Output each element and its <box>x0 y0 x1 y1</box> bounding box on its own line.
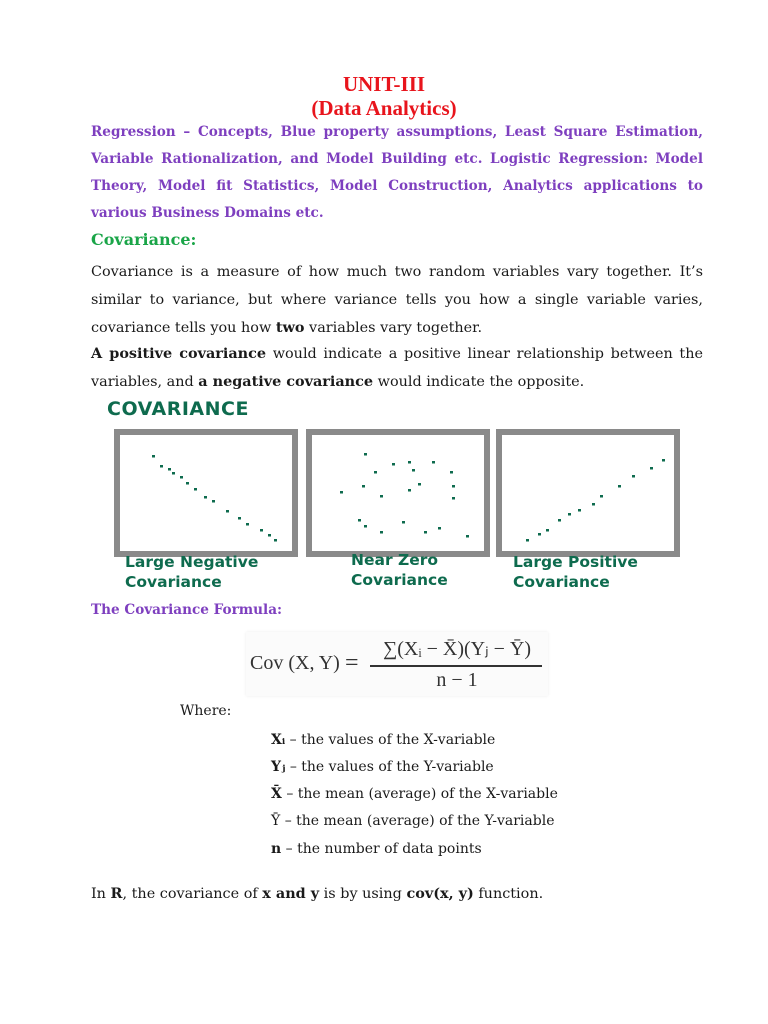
scatter-dot <box>172 472 175 475</box>
scatter-dot <box>662 459 665 462</box>
scatter-dot <box>452 485 455 488</box>
definition-text: – the mean (average) of the Y-variable <box>280 813 555 829</box>
scatter-dot <box>364 453 367 456</box>
bold-text: a negative covariance <box>198 373 374 390</box>
covariance-formula <box>246 632 548 696</box>
definition-text: – the values of the Y-variable <box>285 759 494 775</box>
formula-lhs: Cov (X, Y) <box>250 652 340 674</box>
scatter-dot <box>238 517 241 520</box>
bold-text: two <box>275 319 305 336</box>
scatter-dot <box>374 471 377 474</box>
scatter-dot <box>546 529 549 532</box>
scatter-dot <box>358 519 361 522</box>
scatter-dot <box>618 485 621 488</box>
scatter-dot <box>274 539 277 542</box>
scatter-dot <box>204 496 207 499</box>
label-line: Large Negative <box>125 553 259 571</box>
scatter-dot <box>432 461 435 464</box>
text-span: Covariance is a measure of how much two random variables vary together. It’s similar to variance, but where variance tells you how a single variable varies, covariance tells you how <box>91 264 703 336</box>
scatter-dot <box>362 485 365 488</box>
definition-text: – the number of data points <box>281 841 482 857</box>
scatter-dot <box>412 469 415 472</box>
label-line: Covariance <box>513 573 610 591</box>
scatter-dot <box>466 535 469 538</box>
bold-text: x and y <box>262 885 320 902</box>
definition-item <box>271 811 554 831</box>
definition-symbol: Xᵢ <box>271 732 286 748</box>
scatter-dot <box>578 509 581 512</box>
bold-text: R <box>110 885 123 902</box>
scatter-dot <box>380 495 383 498</box>
formula-heading: The Covariance Formula: <box>91 602 283 618</box>
covariance-definition-paragraph <box>91 258 703 342</box>
scatter-dot <box>450 471 453 474</box>
figure-title: COVARIANCE <box>107 398 249 420</box>
scatter-dot <box>402 521 405 524</box>
scatter-dot <box>380 531 383 534</box>
scatter-dot <box>168 468 171 471</box>
where-label: Where: <box>180 703 232 719</box>
scatter-dot <box>340 491 343 494</box>
formula-equals: = <box>345 650 359 676</box>
text-span: is by using <box>319 886 407 902</box>
covariance-heading: Covariance: <box>91 230 197 249</box>
text-span: In <box>91 886 111 902</box>
definition-symbol: n <box>271 841 282 857</box>
r-function-note <box>91 885 543 902</box>
label-line: Large Positive <box>513 553 638 571</box>
label-large-negative <box>125 552 258 592</box>
label-line: Near Zero <box>351 551 439 569</box>
text-span: would indicate a positive linear relationship between the variables, and <box>91 346 703 390</box>
definition-text: – the mean (average) of the X-variable <box>281 786 558 802</box>
unit-title: UNIT-III <box>342 72 426 96</box>
scatter-dot <box>568 513 571 516</box>
text-span: would indicate the opposite. <box>373 374 585 390</box>
scatter-dot <box>226 510 229 513</box>
scatter-panel-negative <box>114 429 298 557</box>
scatter-dot <box>364 525 367 528</box>
scatter-dot <box>592 503 595 506</box>
scatter-dot <box>452 497 455 500</box>
scatter-dot <box>632 475 635 478</box>
scatter-panel-positive <box>496 429 680 557</box>
scatter-dot <box>438 527 441 530</box>
label-line: Covariance <box>351 571 448 589</box>
formula-numerator: ∑(Xᵢ − X̄)(Yⱼ − Ȳ) <box>383 638 531 660</box>
definition-item <box>271 730 495 750</box>
bold-text: cov(x, y) <box>406 885 474 902</box>
scatter-dot <box>180 476 183 479</box>
scatter-dot <box>392 463 395 466</box>
scatter-dot <box>260 529 263 532</box>
scatter-dot <box>246 523 249 526</box>
definition-item <box>271 757 494 777</box>
bold-text: A positive covariance <box>91 345 267 362</box>
scatter-plot-positive <box>502 435 674 551</box>
definition-text: – the values of the X-variable <box>285 732 496 748</box>
scatter-dot <box>424 531 427 534</box>
label-line: Covariance <box>125 573 222 591</box>
scatter-dot <box>186 482 189 485</box>
scatter-panel-near-zero <box>306 429 490 557</box>
scatter-dot <box>538 533 541 536</box>
formula-denominator: n − 1 <box>436 669 478 691</box>
scatter-dot <box>650 467 653 470</box>
fraction-bar <box>370 665 542 667</box>
scatter-dot <box>526 539 529 542</box>
label-near-zero <box>351 550 448 590</box>
scatter-dot <box>152 455 155 458</box>
scatter-plot-near-zero <box>312 435 484 551</box>
scatter-dot <box>268 534 271 537</box>
text-span: variables vary together. <box>304 320 483 336</box>
scatter-dot <box>212 500 215 503</box>
label-large-positive <box>513 552 638 592</box>
unit-subtitle: (Data Analytics) <box>311 96 457 120</box>
definition-item <box>271 839 482 859</box>
definition-symbol: Ȳ <box>271 813 281 829</box>
definition-symbol: X̄ <box>271 786 282 802</box>
scatter-dot <box>408 461 411 464</box>
text-span: function. <box>473 886 544 902</box>
scatter-dot <box>160 465 163 468</box>
scatter-plot-negative <box>120 435 292 551</box>
definition-item <box>271 784 558 804</box>
scatter-dot <box>418 483 421 486</box>
covariance-sign-paragraph <box>91 340 703 396</box>
scatter-dot <box>600 495 603 498</box>
definition-symbol: Yⱼ <box>271 759 286 775</box>
text-span: , the covariance of <box>122 886 263 902</box>
scatter-dot <box>194 488 197 491</box>
scatter-dot <box>408 489 411 492</box>
scatter-dot <box>558 519 561 522</box>
syllabus-topics: Regression – Concepts, Blue property assumptions, Least Square Estimation, Variable Rationalization, and Model Building etc. Logistic Regression: Model Theory, Model fit Statistics, Model Construction, Analytics applications to various Business Domains etc. <box>91 124 703 221</box>
